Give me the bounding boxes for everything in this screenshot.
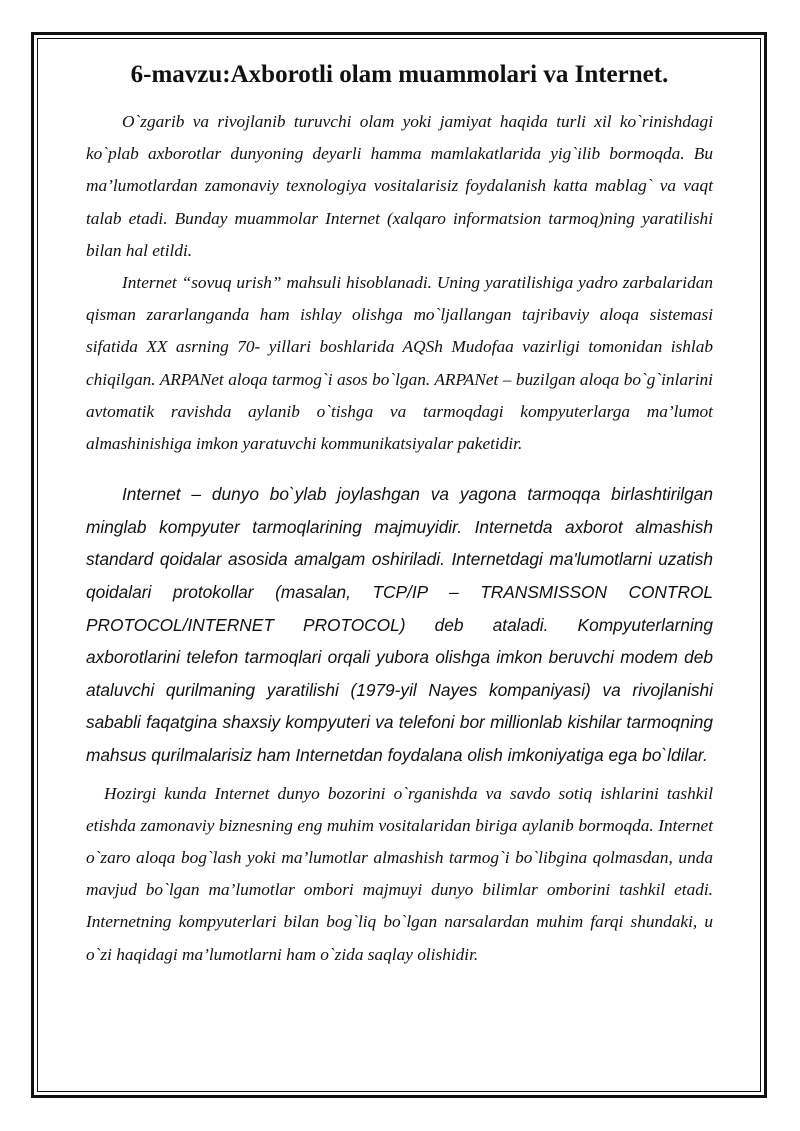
paragraph-internet-today: Hozirgi kunda Internet dunyo bozorini o`rganishda va savdo sotiq ishlarini tashkil etishda zamonaviy biznesning eng muhim vositalaridan biriga aylanib bormoqda. Internet o`zaro aloqa bog`lash yoki ma’lumotlar almashish tarmog`i bo`libgina qolmasdan, unda mavjud bo`lgan ma’lumotlar ombori majmuyi dunyo bilimlar omborini tashkil etadi. Internetning kompyuterlari bilan bog`liq bo`lgan narsalardan muhim farqi shundaki, u o`zi haqidagi ma’lumotlarni ham o`zida saqlay olishidir. — [86, 783, 713, 964]
document-body — [86, 58, 713, 971]
paragraph-internet-definition: Internet – dunyo bo`ylab joylashgan va yagona tarmoqqa birlashtirilgan minglab kompyuter tarmoqlarining majmuyidir. Internetda axborot almashish standard qoidalar asosida amalgam oshiriladi. Internetdagi ma'lumotlarni uzatish qoidalari protokollar (masalan, TCP/IP – TRANSMISSON CONTROL PROTOCOL/INTERNET PROTOCOL) deb ataladi. Kompyuterlarning axborotlarini telefon tarmoqlari orqali yubora olishga imkon beruvchi modem deb ataluvchi qurilmaning yaratilishi (1979-yil Nayes kompaniyasi) va rivojlanishi sababli faqatgina shaxsiy kompyuteri va telefoni bor millionlab kishilar tarmoqning mahsus qurilmalarisiz ham Internetdan foydalana olish imkoniyatiga ega bo`ldilar. — [86, 484, 713, 765]
document-title: 6-mavzu:Axborotli olam muammolari va Internet. — [130, 61, 669, 88]
paragraph-intro: O`zgarib va rivojlanib turuvchi olam yoki jamiyat haqida turli xil ko`rinishdagi ko`plab axborotlar dunyoning deyarli hamma mamlakatlarida yig`ilib bormoqda. Bu ma’lumotlardan zamonaviy texnologiya vositalarisiz foydalanish katta mablag` va vaqt talab etadi. Bunday muammolar Internet (xalqaro informatsion tarmoq)ning yaratilishi bilan hal etildi. — [86, 112, 713, 260]
paragraph-arpanet: Internet “sovuq urish” mahsuli hisoblanadi. Uning yaratilishiga yadro zarbalaridan qisman zararlanganda ham ishlay olishga mo`ljallangan tajribaviy aloqa sistemasi sifatida XX asrning 70- yillari boshlarida AQSh Mudofaa vazirligi tomonidan ishlab chiqilgan. ARPANet aloqa tarmog`i asos bo`lgan. ARPANet – buzilgan aloqa bo`g`inlarini avtomatik ravishda aylanib o`tishga va tarmoqdagi kompyuterlarga ma’lumot almashinishiga imkon yaratuvchi kommunikatsiyalar paketidir. — [86, 273, 713, 454]
